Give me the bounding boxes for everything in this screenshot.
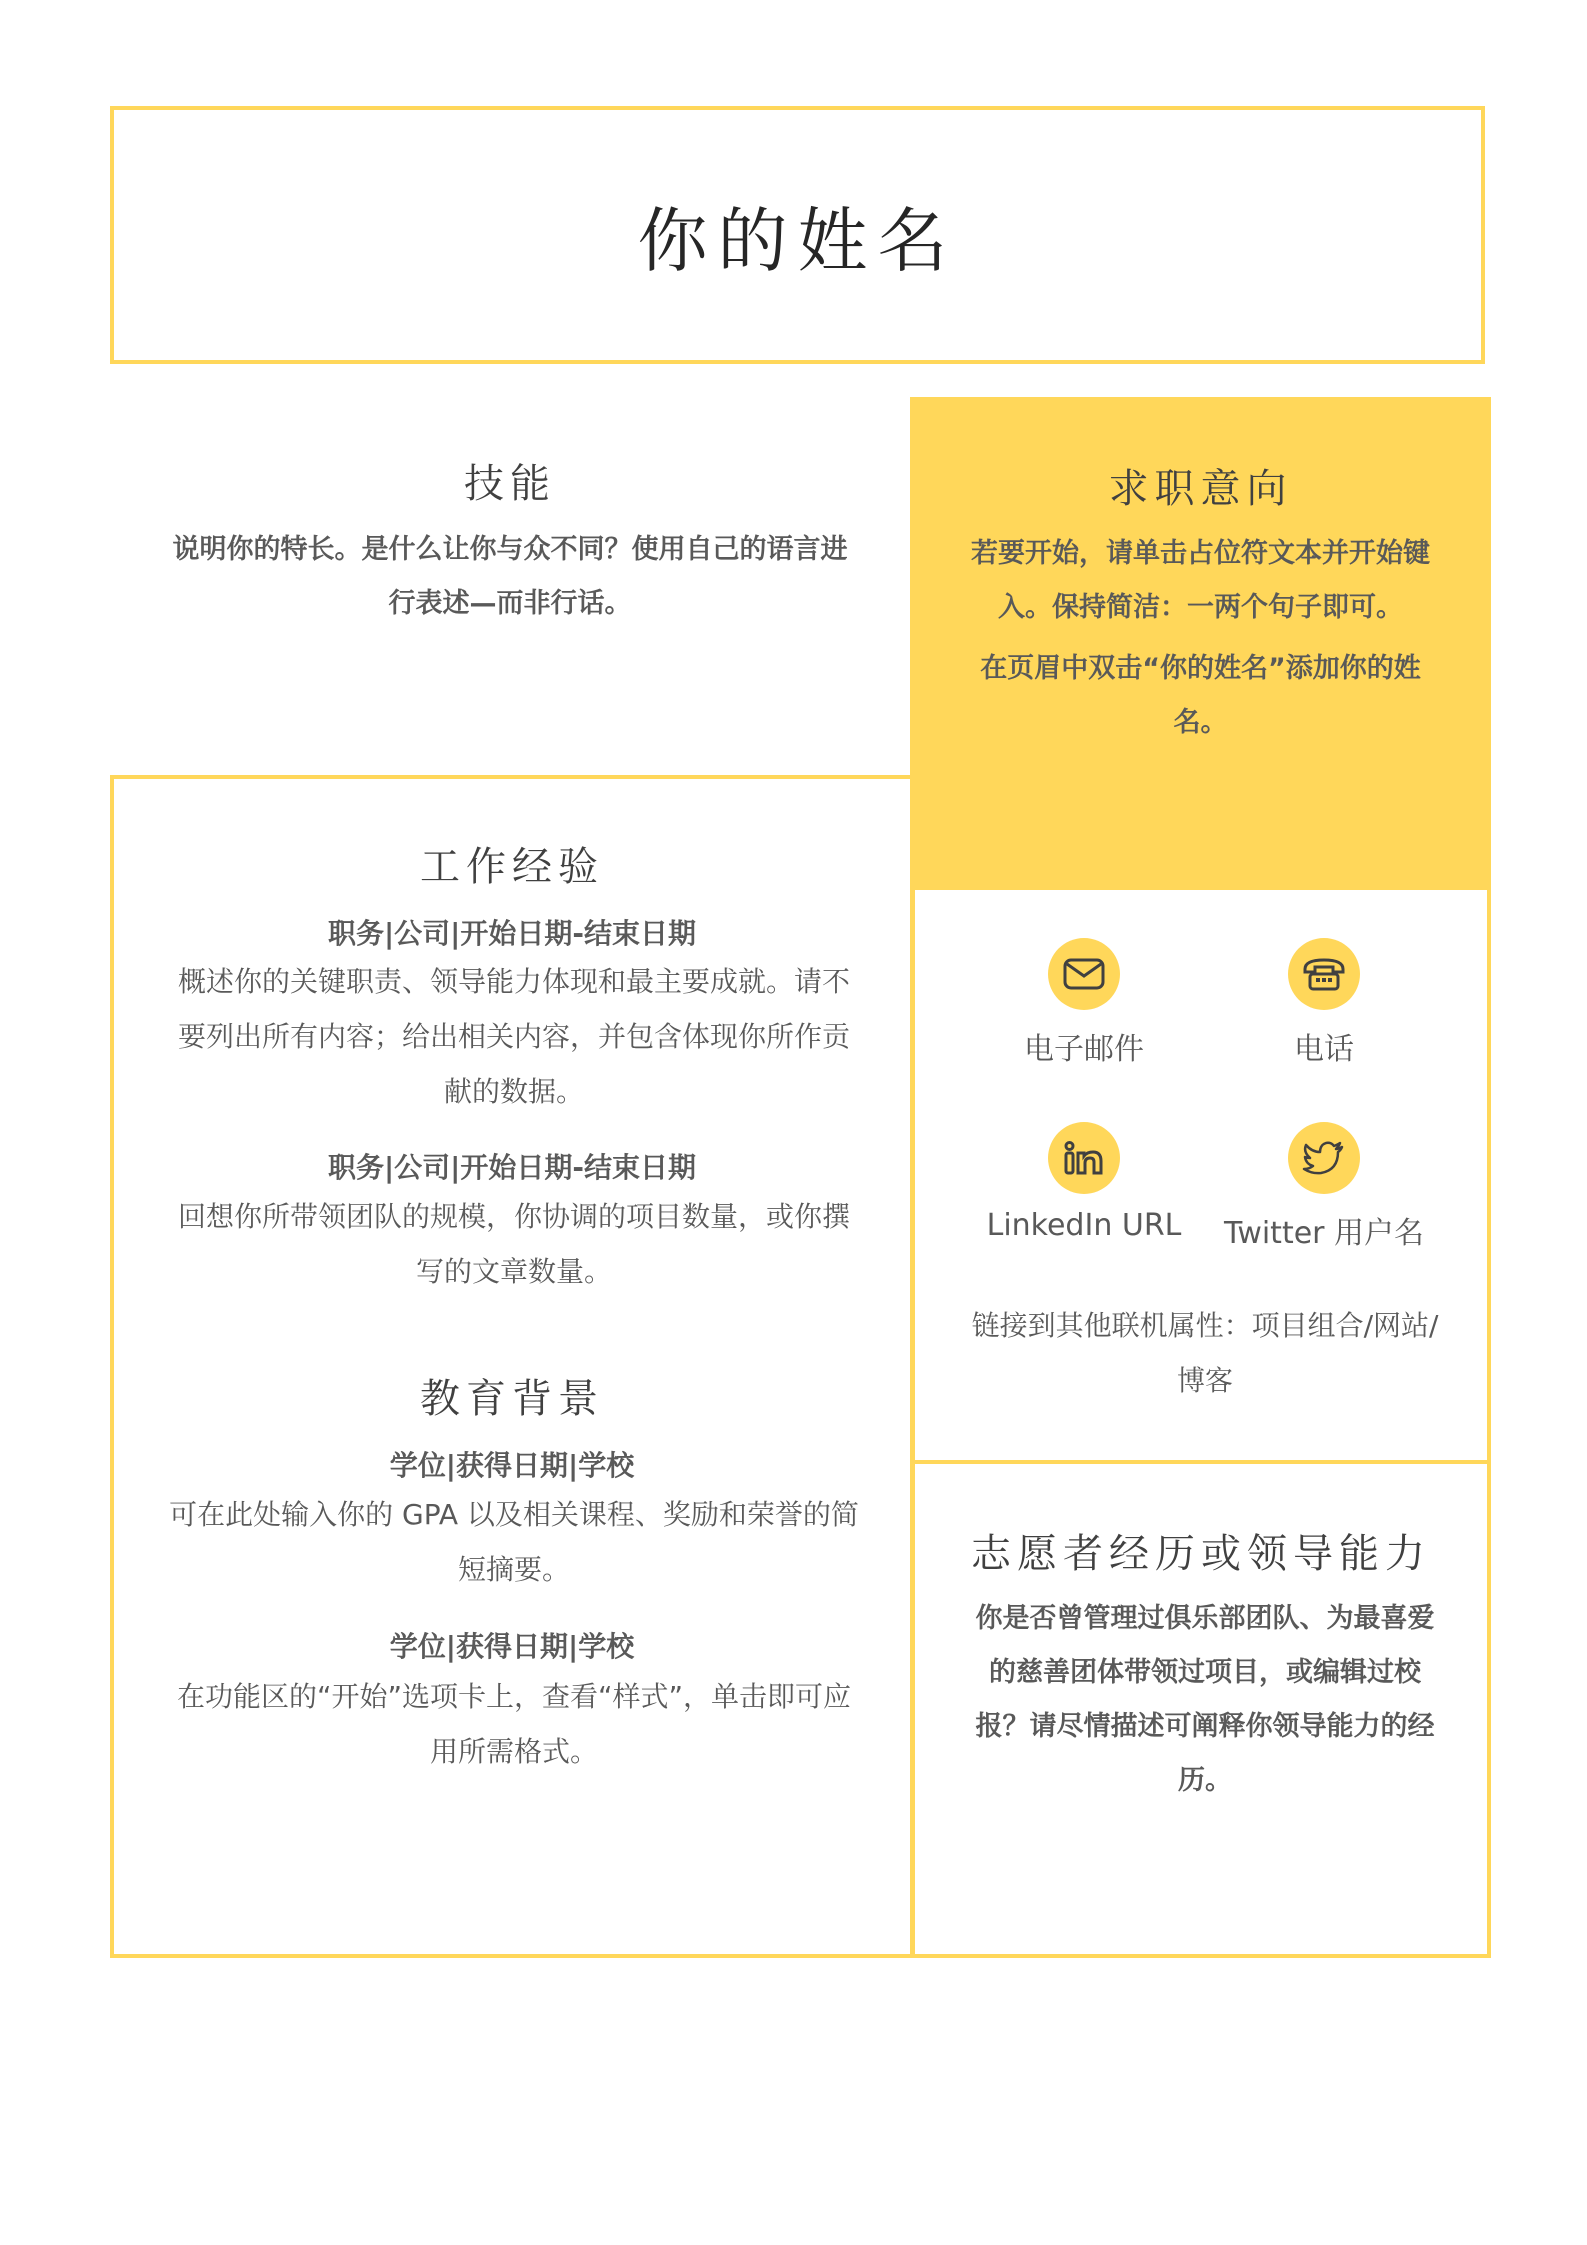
education-title: 教育背景 bbox=[420, 1376, 604, 1422]
email-label[interactable]: 电子邮件 bbox=[1024, 1032, 1144, 1067]
twitter-label[interactable]: Twitter 用户名 bbox=[1223, 1216, 1425, 1251]
name-header[interactable] bbox=[110, 106, 1485, 364]
volunteer-text[interactable]: 你是否曾管理过俱乐部团队、为最喜爱的慈善团体带领过项目，或编辑过校报？请尽情描述可阐释你领导能力的经历。 bbox=[975, 1603, 1435, 1796]
objective-title: 求职意向 bbox=[1108, 466, 1293, 512]
degree-heading-2[interactable]: 学位|获得日期|学校 bbox=[389, 1630, 635, 1663]
envelope-icon bbox=[1062, 957, 1106, 991]
other-links[interactable]: 链接到其他联机属性：项目组合/网站/博客 bbox=[971, 1309, 1439, 1397]
volunteer-title: 志愿者经历或领导能力 bbox=[971, 1531, 1431, 1577]
job-text-1[interactable]: 概述你的关键职责、领导能力体现和最主要成就。请不要列出所有内容；给出相关内容，并包含体现你所作贡献的数据。 bbox=[177, 965, 850, 1108]
job-heading-1[interactable]: 职务|公司|开始日期-结束日期 bbox=[327, 917, 697, 950]
linkedin-label[interactable]: LinkedIn URL bbox=[986, 1208, 1182, 1243]
linkedin-icon-button[interactable] bbox=[1048, 1122, 1120, 1194]
experience-title: 工作经验 bbox=[420, 844, 604, 890]
degree-heading-1[interactable]: 学位|获得日期|学校 bbox=[389, 1449, 635, 1482]
twitter-icon bbox=[1302, 1139, 1346, 1177]
phone-label[interactable]: 电话 bbox=[1294, 1032, 1354, 1067]
name-title[interactable]: 你的姓名 bbox=[637, 199, 958, 282]
skills-section bbox=[110, 397, 910, 775]
degree-text-2[interactable]: 在功能区的“开始”选项卡上，查看“样式”，单击即可应用所需格式。 bbox=[176, 1680, 852, 1768]
email-icon-button[interactable] bbox=[1048, 938, 1120, 1010]
phone-icon bbox=[1301, 955, 1347, 993]
skills-title: 技能 bbox=[464, 461, 556, 507]
degree-text-1[interactable]: 可在此处输入你的 GPA 以及相关课程、奖励和荣誉的简短摘要。 bbox=[169, 1498, 859, 1586]
linkedin-icon bbox=[1063, 1140, 1105, 1176]
experience-education-box bbox=[110, 775, 914, 1958]
phone-icon-button[interactable] bbox=[1288, 938, 1360, 1010]
volunteer-box bbox=[911, 1460, 1491, 1958]
objective-text-2[interactable]: 在页眉中双击“你的姓名”添加你的姓名。 bbox=[980, 653, 1421, 738]
job-text-2[interactable]: 回想你所带领团队的规模，你协调的项目数量，或你撰写的文章数量。 bbox=[177, 1200, 850, 1288]
objective-section bbox=[910, 397, 1491, 890]
twitter-icon-button[interactable] bbox=[1288, 1122, 1360, 1194]
skills-text[interactable]: 说明你的特长。是什么让你与众不同？使用自己的语言进行表述—而非行话。 bbox=[172, 534, 848, 619]
job-heading-2[interactable]: 职务|公司|开始日期-结束日期 bbox=[327, 1151, 697, 1184]
contact-box bbox=[911, 888, 1491, 1463]
objective-text-1[interactable]: 若要开始，请单击占位符文本并开始键入。保持简洁：一两个句子即可。 bbox=[971, 538, 1430, 623]
